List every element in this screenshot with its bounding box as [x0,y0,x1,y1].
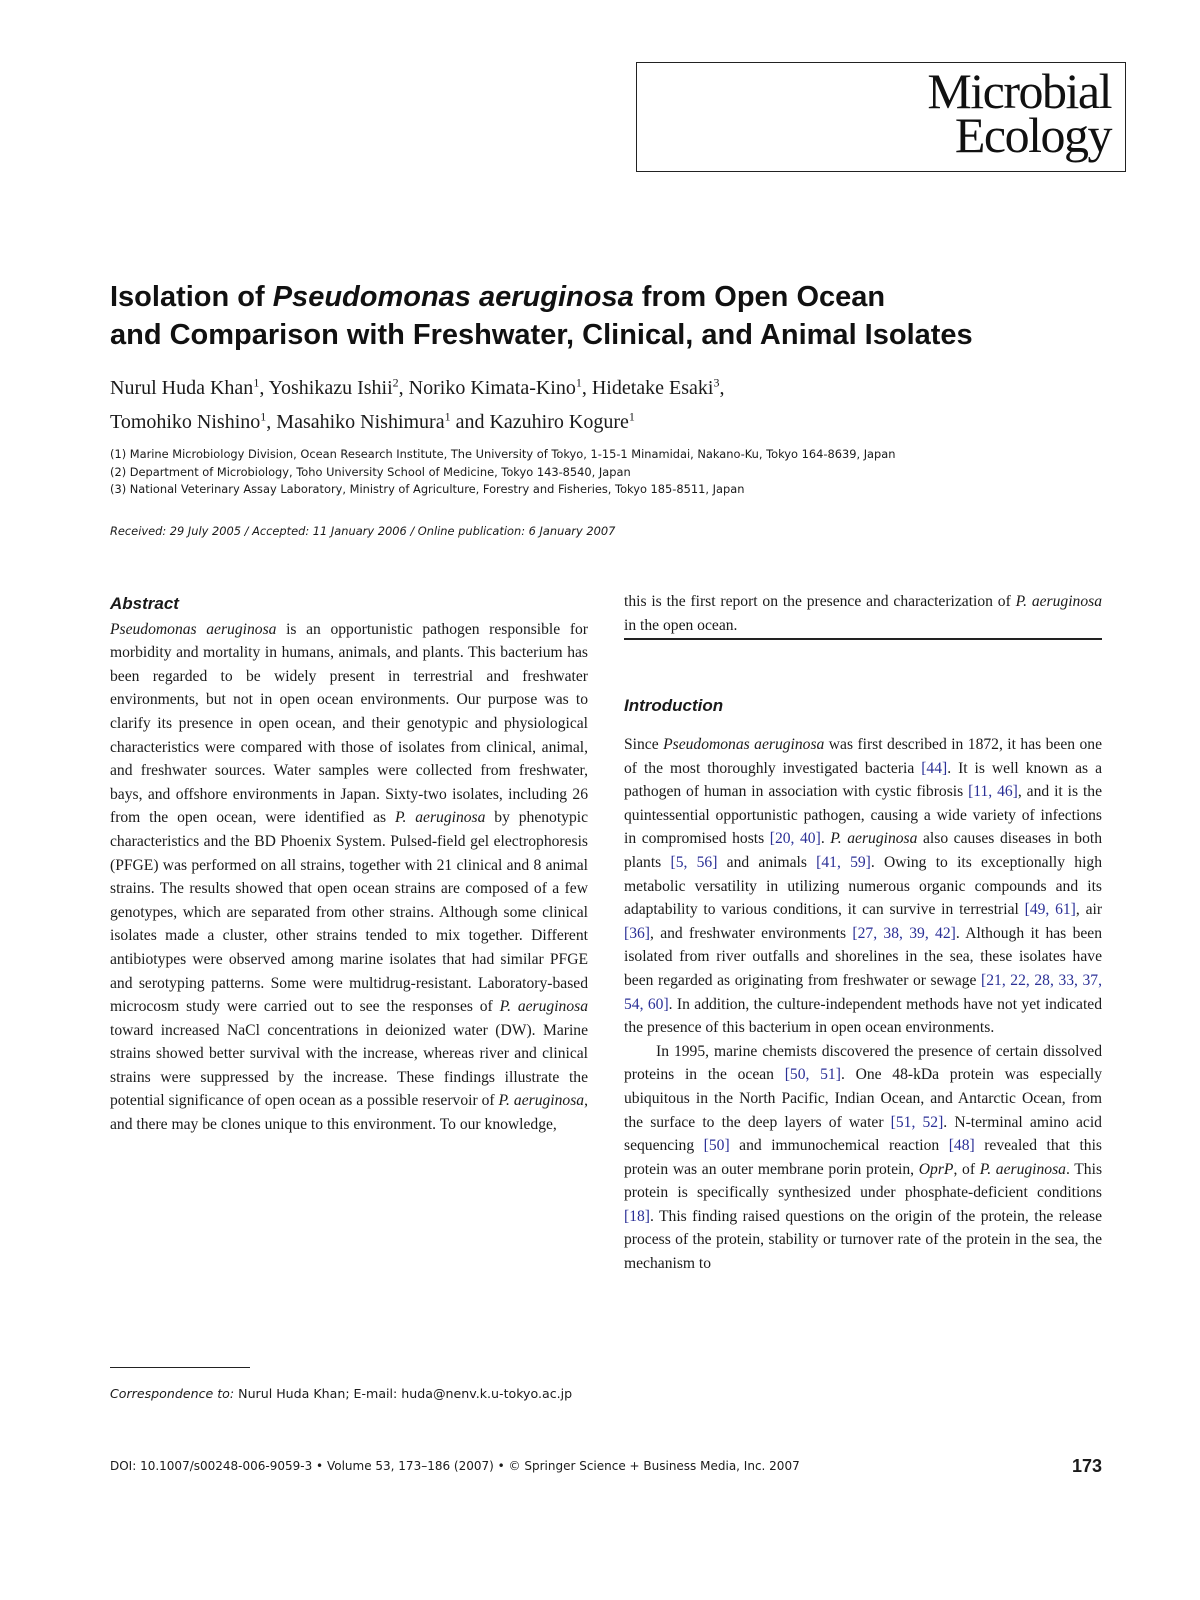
citation-link[interactable]: [44] [921,759,948,777]
citation-link[interactable]: [36] [624,924,650,942]
author-list [110,368,1110,437]
affiliation: (2) Department of Microbiology, Toho University School of Medicine, Tokyo 143-8540, Japan [110,464,631,479]
abstract-continuation: this is the first report on the presence and characterization of P. aeruginosa in the open ocean. [624,593,1102,634]
author: Noriko Kimata-Kino$^1$, [408,375,592,399]
author: Nurul Huda Khan$^1$, [110,375,269,399]
citation-link[interactable]: [48] [948,1137,975,1155]
footnote-rule [110,1367,250,1368]
introduction-heading: Introduction [624,696,724,715]
citation-link[interactable]: [51, 52] [890,1113,944,1131]
section-divider [624,638,1102,640]
journal-logo [636,62,1126,172]
citation-link[interactable]: [50] [703,1137,730,1155]
doi-line: DOI: 10.1007/s00248-006-9059-3 • Volume 53, 173–186 (2007) • © Springer Science + Business Media, Inc. 2007 [110,1459,800,1473]
citation-link[interactable]: [49, 61] [1024,901,1076,919]
citation-link[interactable]: [20, 40] [769,830,821,848]
publication-dates: Received: 29 July 2005 / Accepted: 11 January 2006 / Online publication: 6 January 2007 [110,524,616,538]
citation-link[interactable]: [21, 22, 28, 33, 37, 54, 60] [624,971,1103,1013]
page-footer [110,1456,1102,1476]
title-part: from Open Ocean [633,281,886,313]
citation-link[interactable]: [27, 38, 39, 42] [852,924,956,942]
affiliation: (3) National Veterinary Assay Laboratory, Ministry of Agriculture, Forestry and Fisheries, Tokyo 185-8511, Japan [110,482,745,496]
citation-link[interactable]: [18] [624,1207,650,1225]
citation-link[interactable]: [50, 51] [784,1066,841,1084]
intro-paragraph: In 1995, marine chemists discovered the presence of certain dissolved proteins in the ocean [50, 51]. One 48-kDa protein was especially ubiquitous in the North Pacific, Indian Ocean, and Antarctic Ocean, from the surface to the deep layers of water [51, 52]. N-terminal amino acid sequencing [50] and immunochemical reaction [48] revealed that this protein was an outer membrane porin protein, OprP, of P. aeruginosa. This protein is specifically synthesized under phosphate-deficient conditions [18]. This finding raised questions on the origin of the protein, the release process of the protein, stability or turnover rate of the protein in the sea, the mechanism to [624,1042,1103,1273]
affiliation: (1) Marine Microbiology Division, Ocean Research Institute, The University of Tokyo, 1-15-1 Minamidai, Nakano-Ku, Tokyo 164-8639, Japan [110,447,896,461]
abstract-column [110,592,588,1137]
author: Yoshikazu Ishii$^2$, [268,375,409,399]
abstract-heading: Abstract [110,594,179,613]
author: Hidetake Esaki$^3$, [591,375,725,399]
intro-paragraph: Since Pseudomonas aeruginosa was first described in 1872, it has been one of the most thoroughly investigated bacteria [44]. It is well known as a pathogen of human in association with cystic fibrosis [11, 46], and it is the quintessential opportunistic pathogen, causing a wide variety of infections in compromised hosts [20, 40]. P. aeruginosa also causes diseases in both plants [5, 56] and animals [41, 59]. Owing to its exceptionally high metabolic versatility in utilizing numerous organic compounds and its adaptability to various conditions, it can survive in terrestrial [49, 61], air [36], and freshwater environments [27, 38, 39, 42]. Although it has been isolated from river outfalls and shorelines in the sea, these isolates have been regarded as originating from freshwater or sewage [21, 22, 28, 33, 37, 54, 60]. In addition, the culture-independent methods have not yet indicated the presence of this bacterium in open ocean environments. [624,736,1103,1037]
citation-link[interactable]: [11, 46] [968,783,1018,801]
title-line2: and Comparison with Freshwater, Clinical, and Animal Isolates [110,319,973,351]
author: Tomohiko Nishino$^1$, [110,409,277,434]
page-number: 173 [1071,1456,1102,1476]
article-title [110,278,1110,354]
citation-link[interactable]: [5, 56] [670,853,718,871]
abstract-text: Pseudomonas aeruginosa is an opportunistic pathogen responsible for morbidity and mortality in humans, animals, and plants. This bacterium has been regarded to be widely present in terrestrial and freshwater environments, but not in open ocean environments. Our purpose was to clarify its presence in open ocean, and their genotypic and physiological characteristics were compared with those of isolates from clinical, animal, and freshwater sources. Water samples were collected from freshwater, bays, and offshore environments in Japan. Sixty-two isolates, including 26 from the open ocean, were identified as P. aeruginosa by phenotypic characteristics and the BD Phoenix System. Pulsed-field gel electrophoresis (PFGE) was performed on all strains, together with 21 clinical and 8 animal strains. The results showed that open ocean strains are composed of a few genotypes, which are separated from other strains. Although some clinical isolates made a cluster, other strains tended to mix together. Different antibiotypes were observed among marine isolates that had similar PFGE and serotyping patterns. Some were multidrug-resistant. Laboratory-based microcosm study were carried out to see the responses of P. aeruginosa toward increased NaCl concentrations in deionized water (DW). Marine strains showed better survival with the increase, whereas river and clinical strains were suppressed by the increase. These findings illustrate the potential significance of open ocean as a possible reservoir of P. aeruginosa, and there may be clones unique to this environment. To our knowledge, [110,620,589,1134]
affiliations [110,446,1150,499]
journal-name-line1: Microbial [927,63,1111,119]
correspondence-note: Correspondence to: Nurul Huda Khan; E-mail: huda@nenv.k.u-tokyo.ac.jp [110,1386,573,1401]
citation-link[interactable]: [41, 59] [816,853,871,871]
journal-name-line2: Ecology [954,107,1111,163]
title-part: Isolation of [110,281,273,313]
title-species: Pseudomonas aeruginosa [272,281,634,313]
author: Kazuhiro Kogure$^1$ [489,409,635,434]
introduction-column [624,733,1102,1276]
author: Masahiko Nishimura$^1$ and [276,409,490,434]
